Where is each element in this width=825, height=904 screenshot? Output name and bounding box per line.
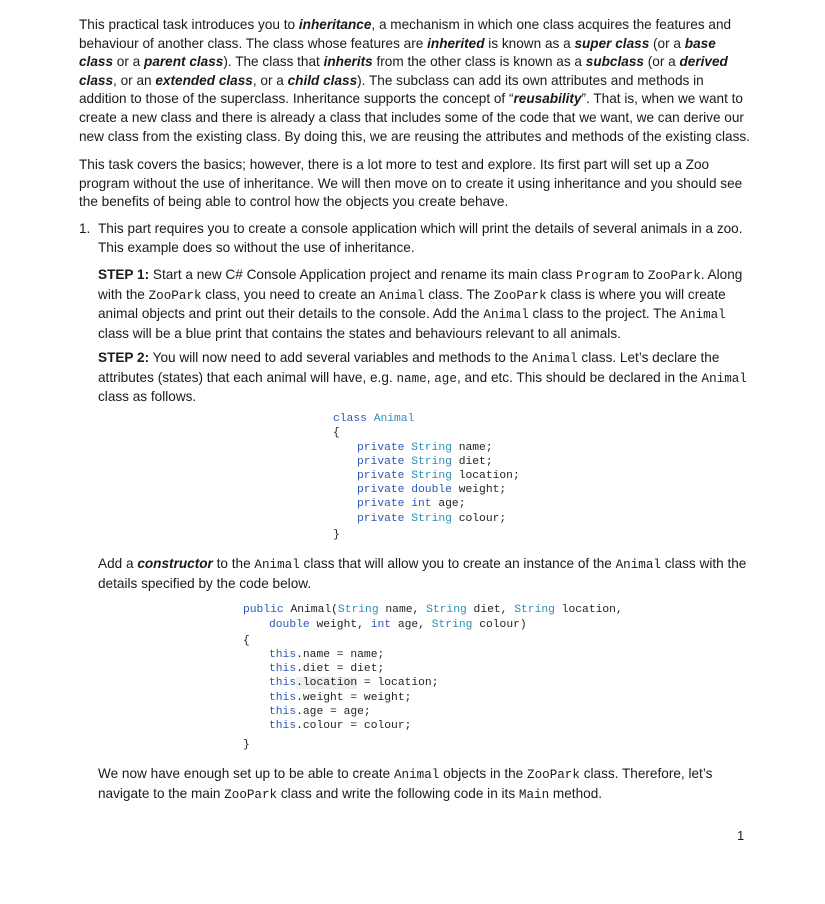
item-1-text: This part requires you to create a console application which will print the details of several animals in a zoo. This example does so without the use of inheritance. xyxy=(98,221,743,255)
code-close-brace: } xyxy=(333,529,340,541)
page-number: 1 xyxy=(737,828,745,843)
code-close-brace: } xyxy=(243,739,250,751)
code-field-line: private String name; xyxy=(357,442,493,454)
code-open-brace: { xyxy=(243,635,250,647)
code-field-line: private String location; xyxy=(357,470,520,482)
final-paragraph: We now have enough set up to be able to create Animal objects in the ZooPark class. Therefore, let’s navigate to the main ZooPark class and write the following code in its Main method. xyxy=(98,766,713,802)
code-field-line: private double weight; xyxy=(357,484,507,496)
code-class-declaration: class Animal xyxy=(333,413,415,425)
code-assign-line: this.diet = diet; xyxy=(269,663,385,675)
code-field-line: private String diet; xyxy=(357,456,493,468)
intro-paragraph: This practical task introduces you to inheritance, a mechanism in which one class acquires the features and behaviour of another class. The class whose features are inherited is known as a super class (or a base class or a parent class). The class that inherits from the other class is known as a subclass (or a derived class, or an extended class, or a child class). The subclass can add its own attributes and methods in addition to those of the superclass. Inheritance supports the concept of “reusability”. That is, when we want to create a new class and there is already a class that includes some of the code that we want, we can derive our new class from the existing class. By doing this, we are reusing the attributes and methods of the existing class. xyxy=(79,17,750,144)
step-2-paragraph: STEP 2: You will now need to add several variables and methods to the Animal class. Let’s declare the attributes (states) that each animal will have, e.g. name, age, and etc. This should be declared in the Animal class as follows. xyxy=(98,350,747,405)
code-constructor-signature: public Animal(String name, String diet, String location, xyxy=(243,604,623,616)
code-assign-line: this.weight = weight; xyxy=(269,692,412,704)
code-assign-line: this.colour = colour; xyxy=(269,720,412,732)
item-number: 1. xyxy=(79,221,91,236)
code-assign-line: this.location = location; xyxy=(269,677,439,689)
step-1-paragraph: STEP 1: Start a new C# Console Application project and rename its main class Program to ZooPark. Along with the ZooPark class, you need to create an Animal class. The ZooPark class is where you will create animal objects and print out their details to the console. Add the Animal class to the project. The Animal class will be a blue print that contains the states and behaviours relevant to all animals. xyxy=(98,267,743,341)
code-assign-line: this.age = age; xyxy=(269,706,371,718)
code-field-line: private int age; xyxy=(357,498,466,510)
code-open-brace: { xyxy=(333,427,340,439)
code-field-line: private String colour; xyxy=(357,513,507,525)
code-constructor-signature-cont: double weight, int age, String colour) xyxy=(269,619,527,631)
constructor-paragraph: Add a constructor to the Animal class that will allow you to create an instance of the Animal class with the details specified by the code below. xyxy=(98,556,747,591)
code-assign-line: this.name = name; xyxy=(269,649,385,661)
overview-paragraph: This task covers the basics; however, there is a lot more to test and explore. Its first part will set up a Zoo program without the use of inheritance. We will then move on to create it using inheritance and you should see the benefits of being able to control how the objects you create behave. xyxy=(79,157,743,210)
